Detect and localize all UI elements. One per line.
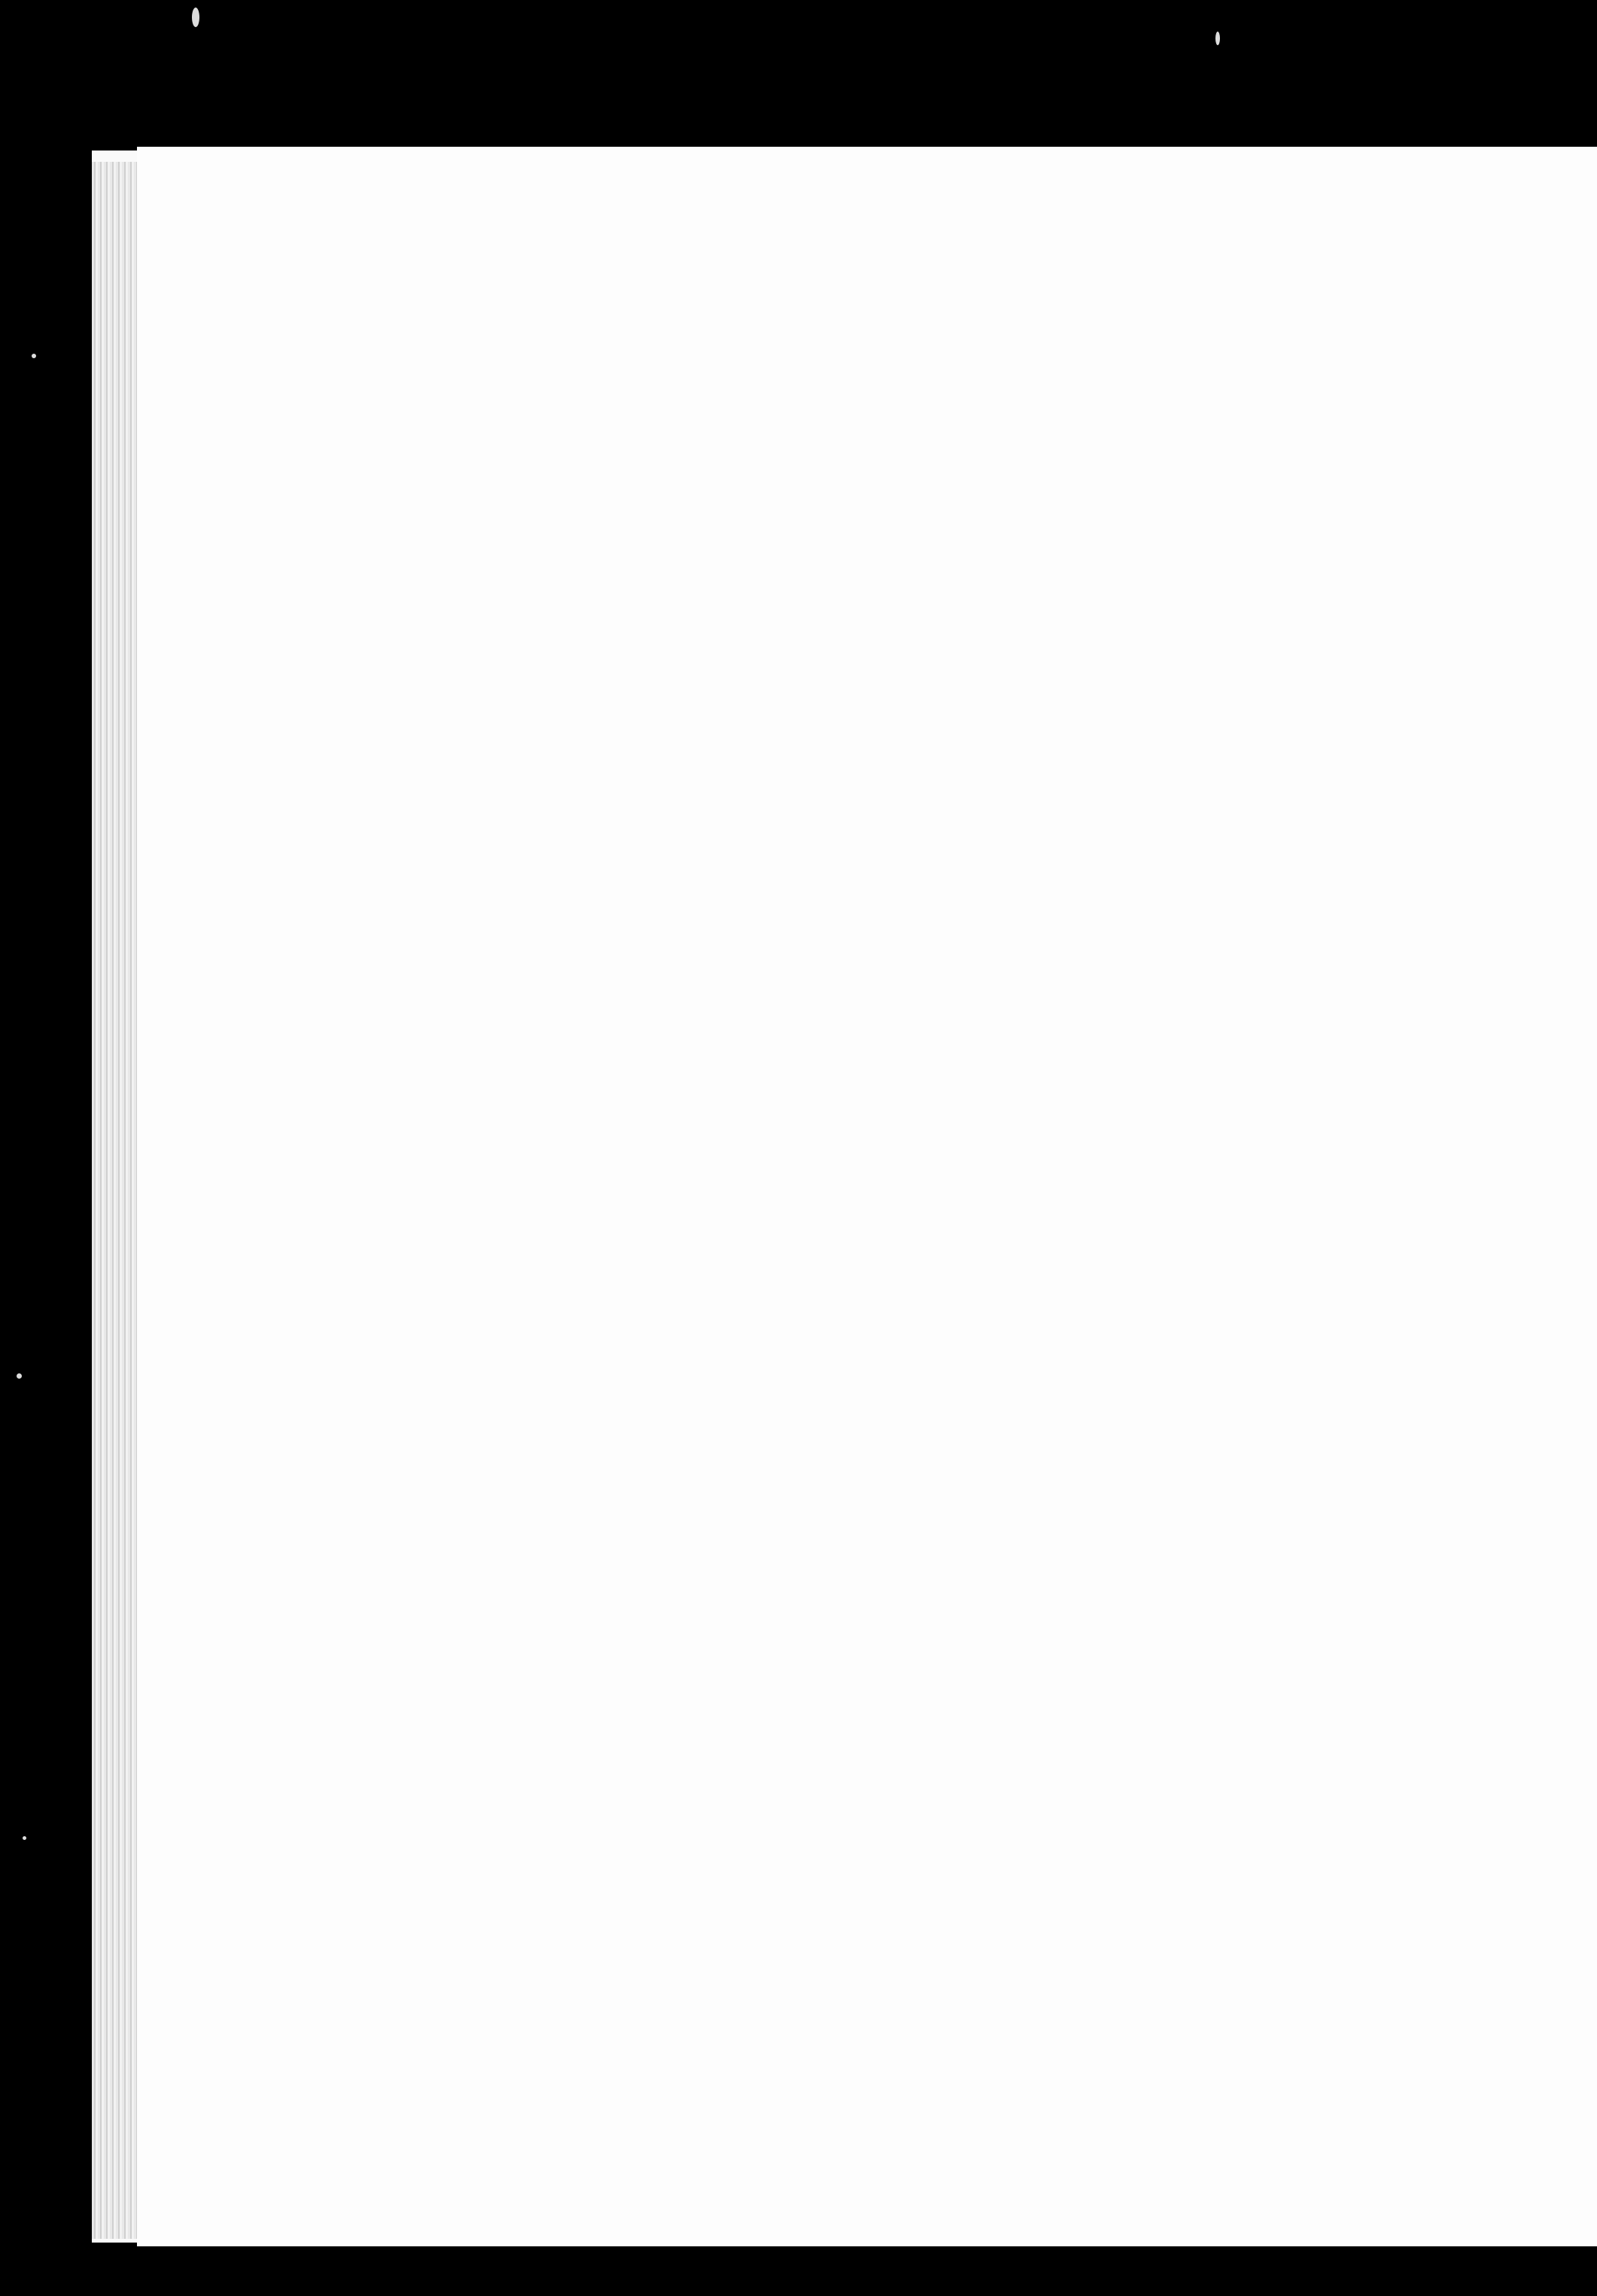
document-page xyxy=(137,147,1597,2246)
scan-speck xyxy=(23,1836,26,1840)
scan-speck xyxy=(32,354,36,358)
spine-library-stamp xyxy=(109,1046,199,1467)
scan-speck xyxy=(17,1373,22,1379)
scan-speck xyxy=(192,8,199,27)
scan-speck xyxy=(1215,32,1220,45)
